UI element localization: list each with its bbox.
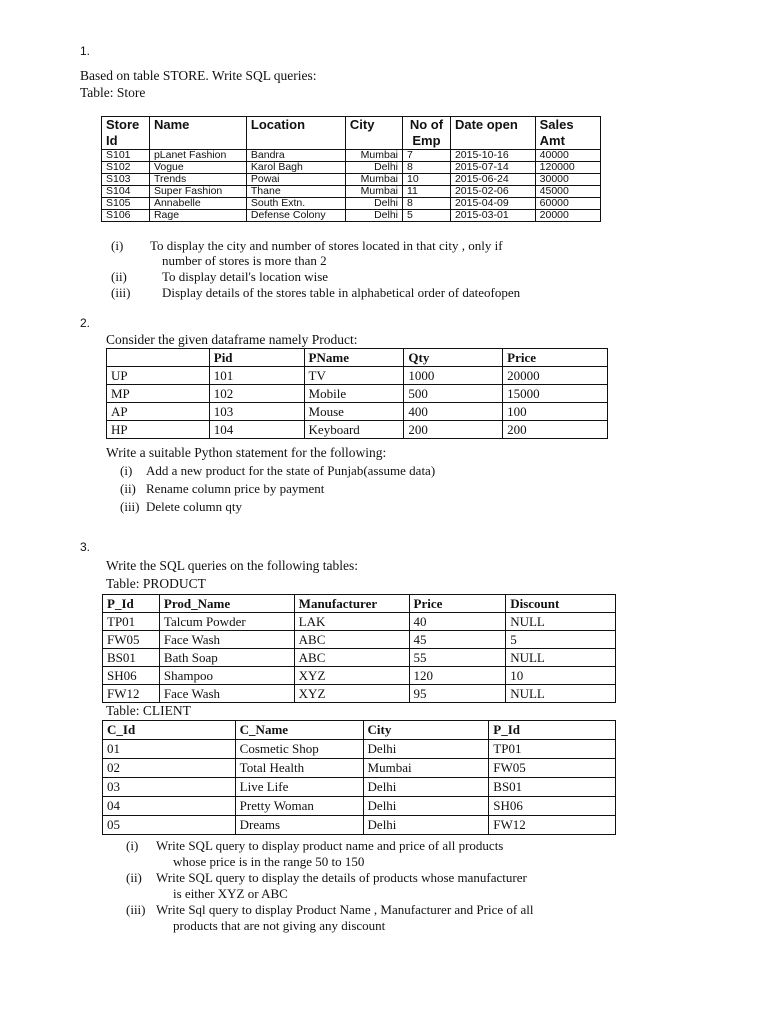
table-row	[103, 631, 616, 649]
table-cell: Delhi	[345, 162, 402, 174]
q1-item-1-continued: number of stores is more than 2	[162, 253, 327, 268]
table-cell: 20000	[535, 210, 600, 222]
q3-item-1: (i) Write SQL query to display product name and price of all products	[126, 838, 504, 853]
table-row	[107, 421, 608, 439]
table-cell: FW12	[103, 685, 160, 703]
table-cell: Vogue	[149, 162, 246, 174]
table-cell: S102	[102, 162, 150, 174]
table-cell: Bandra	[246, 150, 345, 162]
table-cell: 2015-10-16	[450, 150, 535, 162]
table-cell: 5	[403, 210, 451, 222]
client-table	[102, 720, 616, 835]
table-cell: Bath Soap	[159, 649, 294, 667]
table-row	[102, 210, 601, 222]
table-row	[103, 797, 616, 816]
header-cell: City	[345, 117, 402, 150]
table-cell: 2015-06-24	[450, 174, 535, 186]
header-cell: Date open	[450, 117, 535, 150]
table-cell: S101	[102, 150, 150, 162]
question-number-3: 3.	[80, 540, 91, 554]
table-cell: 100	[503, 403, 608, 421]
table-cell: Shampoo	[159, 667, 294, 685]
table-row	[102, 162, 601, 174]
header-cell: Price	[503, 349, 608, 367]
table-cell: 2015-04-09	[450, 198, 535, 210]
table-row	[103, 816, 616, 835]
table-cell: Rage	[149, 210, 246, 222]
table-row	[102, 186, 601, 198]
q2-item-2: (ii) Rename column price by payment	[120, 481, 325, 496]
table-row	[103, 759, 616, 778]
table-cell: 10	[506, 667, 616, 685]
header-cell: Qty	[404, 349, 503, 367]
table-row	[102, 150, 601, 162]
table-cell: 30000	[535, 174, 600, 186]
header-cell: Price	[409, 595, 506, 613]
table-cell: Mumbai	[345, 174, 402, 186]
table-row	[103, 667, 616, 685]
table-cell: 45	[409, 631, 506, 649]
table-header-row	[102, 117, 601, 150]
table-cell: Annabelle	[149, 198, 246, 210]
table-cell: 104	[209, 421, 304, 439]
table-row	[102, 174, 601, 186]
table-cell: 102	[209, 385, 304, 403]
table-cell: 8	[403, 198, 451, 210]
q3-item-3: (iii) Write Sql query to display Product Name , Manufacturer and Price of all	[126, 902, 534, 917]
table-cell: 120	[409, 667, 506, 685]
table-cell: 05	[103, 816, 236, 835]
header-cell: P_Id	[103, 595, 160, 613]
header-cell: Name	[149, 117, 246, 150]
product-table	[102, 594, 616, 703]
header-cell: Discount	[506, 595, 616, 613]
table-cell: Defense Colony	[246, 210, 345, 222]
table-cell: TP01	[489, 740, 616, 759]
table-cell: HP	[107, 421, 210, 439]
table-cell: 1000	[404, 367, 503, 385]
table-cell: Dreams	[235, 816, 363, 835]
header-cell: Sales Amt	[535, 117, 600, 150]
q3-item-2-continued: is either XYZ or ABC	[173, 886, 288, 901]
table-cell: 60000	[535, 198, 600, 210]
table-header-row	[103, 721, 616, 740]
table-cell: 45000	[535, 186, 600, 198]
table-cell: Delhi	[363, 797, 489, 816]
table-cell: 10	[403, 174, 451, 186]
q1-intro: Based on table STORE. Write SQL queries:	[80, 68, 317, 83]
client-table-caption: Table: CLIENT	[106, 703, 191, 718]
table-cell: XYZ	[294, 667, 409, 685]
table-cell: UP	[107, 367, 210, 385]
q1-item-2: (ii) To display detail's location wise	[111, 269, 329, 284]
question-number-1: 1.	[80, 44, 91, 58]
table-row	[107, 385, 608, 403]
table-cell: 95	[409, 685, 506, 703]
table-cell: 04	[103, 797, 236, 816]
table-cell: 2015-03-01	[450, 210, 535, 222]
table-cell: Face Wash	[159, 631, 294, 649]
table-row	[102, 198, 601, 210]
table-cell: NULL	[506, 649, 616, 667]
header-cell: P_Id	[489, 721, 616, 740]
table-cell: Mumbai	[345, 150, 402, 162]
q3-item-1-continued: whose price is in the range 50 to 150	[173, 854, 365, 869]
table-cell: TP01	[103, 613, 160, 631]
table-cell: LAK	[294, 613, 409, 631]
q3-item-3-continued: products that are not giving any discount	[173, 918, 386, 933]
table-cell: Talcum Powder	[159, 613, 294, 631]
q2-item-3: (iii) Delete column qty	[120, 499, 243, 514]
table-cell: S104	[102, 186, 150, 198]
question-number-2: 2.	[80, 316, 91, 330]
table-cell: Live Life	[235, 778, 363, 797]
table-row	[103, 778, 616, 797]
table-cell: SH06	[103, 667, 160, 685]
table-row	[103, 740, 616, 759]
table-cell: Pretty Woman	[235, 797, 363, 816]
table-cell: Mumbai	[345, 186, 402, 198]
q1-table-caption: Table: Store	[80, 85, 146, 100]
store-table	[101, 116, 601, 222]
table-cell: 03	[103, 778, 236, 797]
table-cell: 40	[409, 613, 506, 631]
table-cell: 55	[409, 649, 506, 667]
table-cell: S106	[102, 210, 150, 222]
table-cell: 120000	[535, 162, 600, 174]
table-cell: Thane	[246, 186, 345, 198]
table-cell: BS01	[489, 778, 616, 797]
header-cell: Prod_Name	[159, 595, 294, 613]
table-cell: S105	[102, 198, 150, 210]
table-cell: BS01	[103, 649, 160, 667]
table-cell: 101	[209, 367, 304, 385]
table-cell: Super Fashion	[149, 186, 246, 198]
q2-item-1: (i) Add a new product for the state of Punjab(assume data)	[120, 463, 436, 478]
table-cell: Mobile	[304, 385, 404, 403]
table-cell: 15000	[503, 385, 608, 403]
table-cell: 2015-07-14	[450, 162, 535, 174]
table-cell: 200	[503, 421, 608, 439]
table-cell: Delhi	[345, 198, 402, 210]
product-table-caption: Table: PRODUCT	[106, 576, 206, 591]
table-cell: 200	[404, 421, 503, 439]
table-header-row	[103, 595, 616, 613]
table-cell: ABC	[294, 649, 409, 667]
table-cell: 500	[404, 385, 503, 403]
table-cell: NULL	[506, 685, 616, 703]
header-cell: Manufacturer	[294, 595, 409, 613]
table-cell: 400	[404, 403, 503, 421]
table-cell: Delhi	[363, 778, 489, 797]
table-cell: 8	[403, 162, 451, 174]
table-cell: ABC	[294, 631, 409, 649]
table-cell: Powai	[246, 174, 345, 186]
header-cell: C_Name	[235, 721, 363, 740]
table-cell: Total Health	[235, 759, 363, 778]
header-cell	[107, 349, 210, 367]
table-cell: Delhi	[363, 816, 489, 835]
q3-intro: Write the SQL queries on the following tables:	[106, 558, 359, 573]
table-cell: AP	[107, 403, 210, 421]
q1-item-3: (iii) Display details of the stores table in alphabetical order of dateofopen	[111, 285, 521, 300]
header-cell: PName	[304, 349, 404, 367]
table-cell: Cosmetic Shop	[235, 740, 363, 759]
table-cell: FW05	[103, 631, 160, 649]
table-cell: SH06	[489, 797, 616, 816]
table-row	[103, 649, 616, 667]
table-cell: Face Wash	[159, 685, 294, 703]
q2-intro: Consider the given dataframe namely Product:	[106, 332, 358, 347]
table-row	[103, 685, 616, 703]
table-cell: pLanet Fashion	[149, 150, 246, 162]
table-cell: FW12	[489, 816, 616, 835]
table-cell: 40000	[535, 150, 600, 162]
product-dataframe-table	[106, 348, 608, 439]
table-cell: South Extn.	[246, 198, 345, 210]
header-cell: Location	[246, 117, 345, 150]
table-cell: XYZ	[294, 685, 409, 703]
table-cell: Delhi	[345, 210, 402, 222]
table-cell: 103	[209, 403, 304, 421]
table-cell: Mouse	[304, 403, 404, 421]
table-cell: 11	[403, 186, 451, 198]
header-cell: No of Emp	[403, 117, 451, 150]
table-cell: 2015-02-06	[450, 186, 535, 198]
table-cell: 5	[506, 631, 616, 649]
table-cell: 02	[103, 759, 236, 778]
table-cell: Keyboard	[304, 421, 404, 439]
q1-item-1: (i) To display the city and number of stores located in that city , only if	[111, 238, 503, 253]
table-cell: Delhi	[363, 740, 489, 759]
table-row	[107, 403, 608, 421]
table-cell: Karol Bagh	[246, 162, 345, 174]
table-row	[103, 613, 616, 631]
table-cell: 7	[403, 150, 451, 162]
table-cell: 01	[103, 740, 236, 759]
table-row	[107, 367, 608, 385]
q2-instruction: Write a suitable Python statement for the following:	[106, 445, 387, 460]
header-cell: Pid	[209, 349, 304, 367]
table-cell: FW05	[489, 759, 616, 778]
table-cell: Trends	[149, 174, 246, 186]
table-cell: 20000	[503, 367, 608, 385]
header-cell: C_Id	[103, 721, 236, 740]
table-cell: Mumbai	[363, 759, 489, 778]
table-cell: NULL	[506, 613, 616, 631]
table-cell: S103	[102, 174, 150, 186]
q3-item-2: (ii) Write SQL query to display the details of products whose manufacturer	[126, 870, 527, 885]
table-header-row	[107, 349, 608, 367]
header-cell: City	[363, 721, 489, 740]
table-cell: TV	[304, 367, 404, 385]
header-cell: Store Id	[102, 117, 150, 150]
table-cell: MP	[107, 385, 210, 403]
